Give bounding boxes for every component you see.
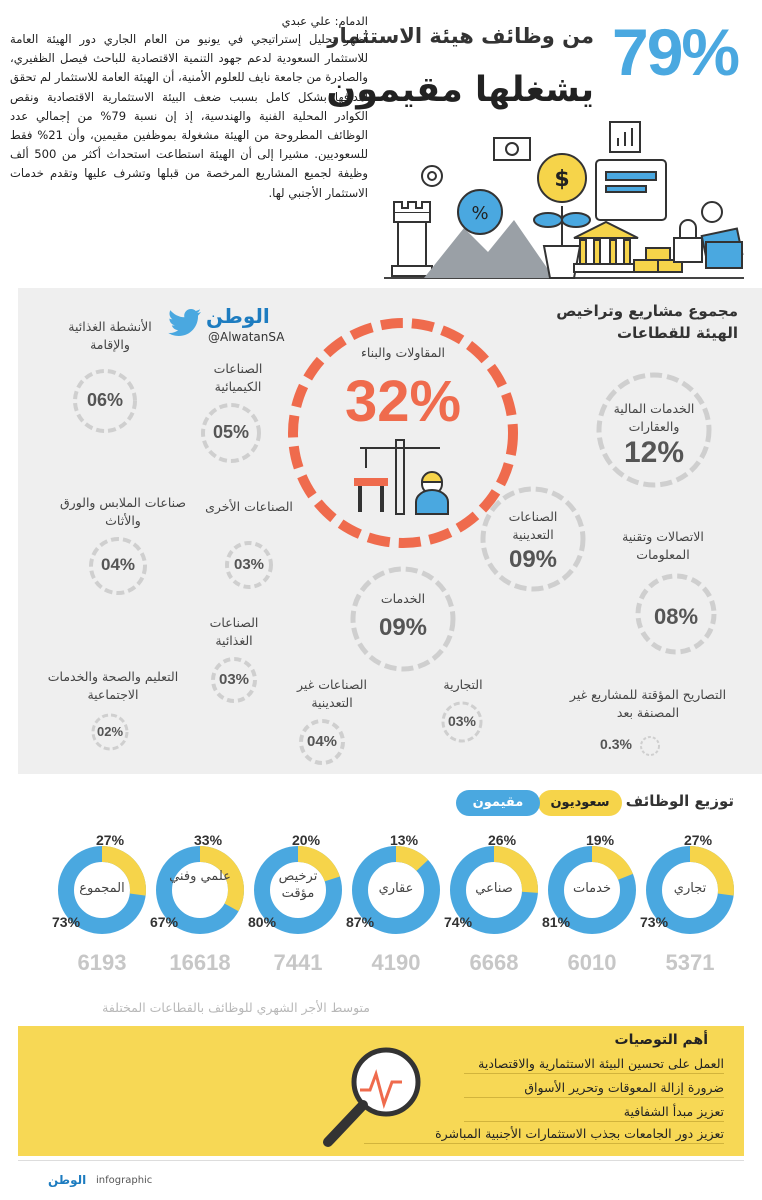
legend-residents: مقيمون: [456, 790, 540, 816]
salary-value: 6668: [469, 950, 519, 975]
sector-value: 04%: [306, 733, 338, 750]
residents-percent: 74%: [444, 914, 473, 930]
job-donut: [444, 832, 544, 948]
headline-line-1: من وظائف هيئة الاستثمار: [327, 24, 594, 48]
gear-icon: [422, 166, 442, 186]
sector-label: التعليم والصحة والخدمات الاجتماعية: [47, 669, 179, 702]
footer-brand: الوطن: [48, 1173, 87, 1187]
twitter-handle: @AlwatanSA: [208, 330, 285, 344]
sector-value: 03%: [218, 671, 250, 688]
job-donut: [52, 832, 152, 948]
credit-card-icon: [702, 229, 743, 268]
bar-chart-icon: [610, 122, 640, 152]
tablet-icon: [596, 160, 666, 220]
saudi-percent: 26%: [488, 832, 517, 848]
sector-label: الصناعات الغذائية: [209, 615, 259, 648]
sector-value: 08%: [653, 604, 699, 629]
sector-clothing: [58, 494, 188, 574]
coin-icon: [702, 202, 722, 222]
sector-value: 09%: [378, 614, 428, 641]
twitter-bird-icon: [168, 308, 202, 336]
residents-percent: 81%: [542, 914, 571, 930]
sector-value: 05%: [212, 422, 250, 442]
saudi-percent: 27%: [684, 832, 713, 848]
sector-food-industries: [194, 614, 274, 688]
saudi-percent: 20%: [292, 832, 321, 848]
saudi-percent: 27%: [96, 832, 125, 848]
saudi-percent: 33%: [194, 832, 223, 848]
donut-label: تجاري: [673, 881, 707, 896]
construction-crane-icon: [350, 438, 460, 516]
twitter-brand: الوطن: [206, 304, 270, 328]
donut-label: خدمات: [572, 881, 612, 896]
job-donut: [542, 832, 642, 948]
job-donut: [346, 832, 446, 948]
sector-value: 06%: [86, 390, 124, 410]
sector-food-hospitality: [60, 318, 160, 410]
recommendation-item: تعزيز مبدأ الشفافية: [464, 1104, 724, 1122]
dollar-coin-icon: [538, 154, 586, 202]
sector-non-mining: [282, 676, 382, 750]
byline: الدمام: علي عبدي: [281, 14, 368, 28]
sector-label: صناعات الملابس والورق والأثاث: [59, 495, 187, 528]
sector-label: الاتصالات وتقنية المعلومات: [622, 529, 704, 562]
recommendations-title: أهم التوصيات: [614, 1032, 708, 1048]
donut-label: المجموع: [79, 881, 125, 896]
sector-value: 0.3%: [600, 736, 632, 752]
sector-value: 12%: [623, 436, 685, 469]
sector-value: 09%: [508, 546, 558, 573]
job-donut: [150, 832, 250, 948]
svg-text:$: $: [554, 167, 570, 192]
donut-label: صناعي: [475, 881, 513, 896]
headline-line-2: يشغلها مقيمون: [326, 70, 594, 110]
recommendations-panel: [18, 1026, 744, 1156]
legend-saudi: سعوديون: [538, 790, 622, 816]
recommendation-item: العمل على تحسين البيئة الاستثمارية والاقتصادية: [464, 1056, 724, 1074]
salary-value: 4190: [371, 950, 421, 975]
sector-label: المقاولات والبناء: [360, 345, 446, 360]
sector-label: الأنشطة الغذائية والإقامة: [68, 319, 152, 352]
salary-caption: متوسط الأجر الشهري للوظائف بالقطاعات المختلفة: [102, 1000, 370, 1015]
sector-value: 03%: [233, 556, 265, 573]
headline-percent: 79%: [612, 15, 739, 89]
sector-label: الخدمات: [380, 591, 426, 606]
sector-value: 02%: [96, 724, 124, 739]
intro-paragraph: أظهر تحليل إستراتيجي في يونيو من العام الجاري دور الهيئة العامة للاستثمار السعودية لدعم جهود التنمية الاقتصادية للباحث فيصل الظفيري، والصادرة من جامعة نايف للعلوم الأمنية، أن الهيئة العامة للاستثمار لم تحقق أهدافها بشكل كامل بسبب ضعف البيئة الاستثمارية الاقتصادية ونقص الكوادر المحلية الفنية والهندسية، إذ إن نسبة 79% من إجمالي عدد الوظائف المطروحة من الهيئة مشغولة بموظفين مقيمين، وأن 21% فقط للسعوديين. مشيرا إلى أن الهيئة استطاعت استحداث أكثر من 500 ألف وظيفة لجميع المشاريع المرخصة من قبلها وتشرف عليها وتقدم خدمات الاستثمار الأجنبي لها.: [10, 32, 368, 200]
residents-percent: 67%: [150, 914, 179, 930]
sector-label: الصناعات التعدينية: [508, 509, 558, 542]
donut-label: ترخيص مؤقت: [278, 869, 318, 901]
investment-illustration: [384, 120, 744, 280]
residents-percent: 87%: [346, 914, 375, 930]
residents-percent: 80%: [248, 914, 277, 930]
sector-chemical: [198, 360, 278, 442]
chess-rook-icon: [392, 202, 432, 276]
salary-value: 5371: [665, 950, 715, 975]
salary-value: 16618: [169, 950, 231, 975]
sector-label: التصاريح المؤقتة للمشاريع غير المصنفة بعد: [569, 687, 727, 720]
jobs-distribution: [0, 780, 762, 1020]
percent-bubble-icon: [458, 190, 502, 234]
job-donut: [640, 832, 740, 948]
sector-temporary: [558, 686, 738, 752]
jobs-title: توزيع الوظائف: [625, 792, 734, 810]
sector-other-industries: [204, 498, 294, 573]
salary-value: 6193: [77, 950, 127, 975]
header: [0, 0, 762, 290]
svg-text:%: %: [471, 203, 489, 224]
saudi-percent: 19%: [586, 832, 615, 848]
donut-label: علمي وفني: [169, 869, 231, 884]
saudi-percent: 13%: [390, 832, 419, 848]
sector-label: الصناعات الأخرى: [205, 499, 293, 514]
salary-value: 7441: [273, 950, 323, 975]
sector-value: 04%: [100, 555, 136, 574]
sector-commercial: [428, 676, 498, 729]
sector-value: 32%: [344, 369, 462, 434]
salary-value: 6010: [567, 950, 617, 975]
bank-icon: [574, 222, 638, 272]
banknote-icon: [494, 138, 530, 160]
sector-label: الصناعات الكيميائية: [213, 361, 263, 394]
magnifier-icon: [314, 1034, 434, 1154]
sector-ict: [598, 528, 728, 629]
sectors-panel: [18, 288, 762, 774]
sector-education-health: [38, 668, 188, 739]
sector-label: الصناعات غير التعدينية: [297, 677, 367, 710]
sector-label: الخدمات المالية والعقارات: [613, 401, 695, 434]
residents-percent: 73%: [640, 914, 669, 930]
sector-label: التجارية: [443, 677, 483, 692]
footer: [18, 1160, 744, 1194]
residents-percent: 73%: [52, 914, 81, 930]
donut-label: عقاري: [378, 881, 414, 896]
recommendation-item: تعزيز دور الجامعات بجذب الاستثمارات الأجنبية المباشرة: [364, 1126, 724, 1144]
recommendation-item: ضرورة إزالة المعوقات وتحرير الأسواق: [464, 1080, 724, 1098]
footer-tag: infographic: [96, 1175, 153, 1186]
sector-value: 03%: [447, 713, 477, 729]
job-donut: [248, 832, 348, 948]
sectors-title: مجموع مشاريع وتراخيص الهيئة للقطاعات: [556, 302, 738, 342]
lock-icon: [674, 220, 702, 262]
